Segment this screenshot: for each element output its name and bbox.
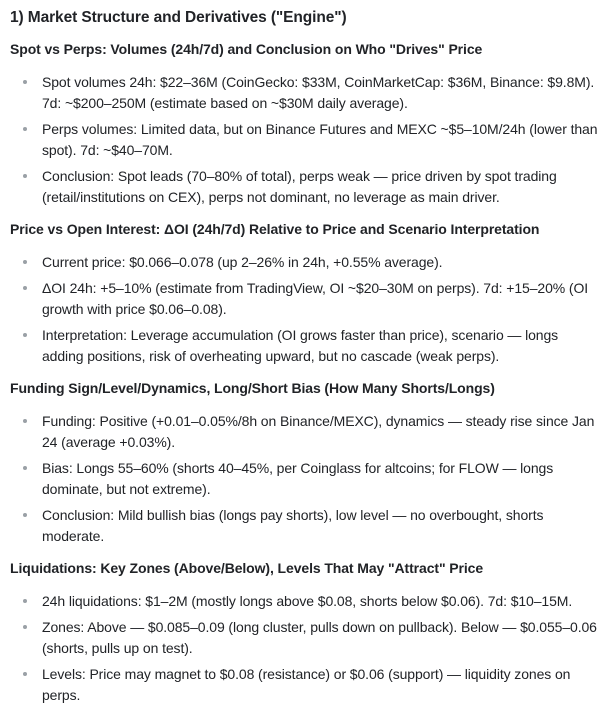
list-item: Levels: Price may magnet to $0.08 (resistance) or $0.06 (support) — liquidity zones on perps. [42, 664, 604, 706]
section-heading: Funding Sign/Level/Dynamics, Long/Short Bias (How Many Shorts/Longs) [10, 380, 495, 396]
list-item: Funding: Positive (+0.01–0.05%/8h on Binance/MEXC), dynamics — steady rise since Jan 24 (average +0.03%). [42, 411, 604, 453]
section-heading: Spot vs Perps: Volumes (24h/7d) and Conclusion on Who "Drives" Price [10, 41, 483, 57]
bullet-list [10, 591, 604, 706]
list-item: Conclusion: Mild bullish bias (longs pay shorts), low level — no overbought, shorts moderate. [42, 505, 604, 547]
list-item: Current price: $0.066–0.078 (up 2–26% in 24h, +0.55% average). [42, 252, 604, 273]
list-item: Spot volumes 24h: $22–36M (CoinGecko: $33M, CoinMarketCap: $36M, Binance: $9.8M). 7d: ~$200–250M (estimate based on ~$30M daily average). [42, 72, 604, 114]
list-item: Conclusion: Spot leads (70–80% of total), perps weak — price driven by spot trading (retail/institutions on CEX), perps not dominant, no leverage as main driver. [42, 166, 604, 208]
page-title: 1) Market Structure and Derivatives ("Engine") [10, 9, 347, 26]
section-heading: Liquidations: Key Zones (Above/Below), Levels That May "Attract" Price [10, 560, 484, 576]
list-item: ΔOI 24h: +5–10% (estimate from TradingView, OI ~$20–30M on perps). 7d: +15–20% (OI growth with price $0.06–0.08). [42, 278, 604, 320]
bullet-list [10, 72, 604, 208]
bullet-list [10, 252, 604, 367]
document-body [10, 40, 604, 706]
section-heading: Price vs Open Interest: ΔOI (24h/7d) Relative to Price and Scenario Interpretation [10, 221, 540, 237]
bullet-list [10, 411, 604, 547]
list-item: 24h liquidations: $1–2M (mostly longs above $0.08, shorts below $0.06). 7d: $10–15M. [42, 591, 604, 612]
list-item: Interpretation: Leverage accumulation (OI grows faster than price), scenario — longs adding positions, risk of overheating upward, but no cascade (weak perps). [42, 325, 604, 367]
list-item: Perps volumes: Limited data, but on Binance Futures and MEXC ~$5–10M/24h (lower than spot). 7d: ~$40–70M. [42, 119, 604, 161]
list-item: Zones: Above — $0.085–0.09 (long cluster, pulls down on pullback). Below — $0.055–0.06 (shorts, pulls up on test). [42, 617, 604, 659]
list-item: Bias: Longs 55–60% (shorts 40–45%, per Coinglass for altcoins; for FLOW — longs dominate, but not extreme). [42, 458, 604, 500]
